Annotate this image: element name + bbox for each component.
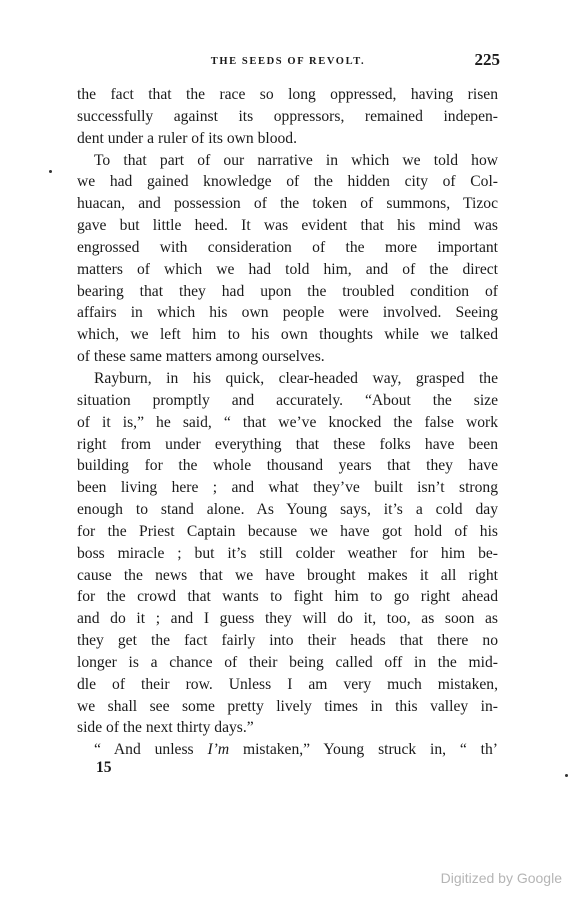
- text-line: which, we left him to his own thoughts while we talked: [77, 326, 498, 344]
- text-line: been living here ; and what they’ve built isn’t strong: [77, 479, 498, 497]
- text-line: gave but little heed. It was evident that his mind was: [77, 217, 498, 235]
- text-line: of these same matters among ourselves.: [77, 348, 325, 366]
- text-line: we shall see some pretty lively times in this valley in-: [77, 697, 498, 715]
- text-line: dent under a ruler of its own blood.: [77, 129, 297, 147]
- text-line: cause the news that we have brought makes it all right: [77, 566, 498, 584]
- text-line: matters of which we had told him, and of the direct: [77, 260, 498, 278]
- text-line: they get the fact fairly into their heads that there no: [77, 632, 498, 650]
- page-number: 225: [474, 50, 500, 69]
- print-speck: [49, 170, 52, 173]
- text-line: affairs in which his own people were involved. Seeing: [77, 304, 498, 322]
- text-line: successfully against its oppressors, remained indepen-: [77, 107, 498, 125]
- text-line: situation promptly and accurately. “About the size: [77, 391, 498, 409]
- text-line: we had gained knowledge of the hidden city of Col-: [77, 173, 498, 191]
- text-line: “ And unless I’m mistaken,” Young struck in, “ th’: [94, 741, 498, 759]
- body-text: [77, 84, 498, 761]
- emphasis: I’m: [207, 741, 230, 759]
- text-line: To that part of our narrative in which we told how: [94, 151, 498, 169]
- text-line: engrossed with consideration of the more important: [77, 238, 498, 256]
- text-line: right from under everything that these folks have been: [77, 435, 498, 453]
- text-line: of it is,” he said, “ that we’ve knocked the false work: [77, 413, 498, 431]
- text-line: longer is a chance of their being called off in the mid-: [77, 653, 498, 671]
- text-line: the fact that the race so long oppressed, having risen: [77, 86, 498, 103]
- text-line: for the crowd that wants to fight him to go right ahead: [77, 588, 498, 606]
- text-line: and do it ; and I guess they will do it, too, as soon as: [77, 610, 498, 628]
- running-head: [76, 50, 500, 74]
- text-line: building for the whole thousand years that they have: [77, 457, 498, 475]
- running-title: THE SEEDS OF REVOLT.: [210, 56, 366, 67]
- text-line: Rayburn, in his quick, clear-headed way, grasped the: [94, 369, 498, 387]
- text-line: bearing that they had upon the troubled condition of: [77, 282, 498, 300]
- text-line: boss miracle ; but it’s still colder weather for him be-: [77, 544, 498, 562]
- signature-mark: 15: [96, 759, 112, 776]
- text-line: dle of their row. Unless I am very much mistaken,: [77, 675, 498, 693]
- print-speck: [565, 774, 568, 777]
- text-line: for the Priest Captain because we have got hold of his: [77, 522, 498, 540]
- text-line: enough to stand alone. As Young says, it’s a cold day: [77, 501, 498, 519]
- text-line: huacan, and possession of the token of summons, Tizoc: [77, 195, 498, 213]
- text-line: side of the next thirty days.”: [77, 719, 254, 737]
- digitized-watermark: Digitized by Google: [440, 870, 562, 886]
